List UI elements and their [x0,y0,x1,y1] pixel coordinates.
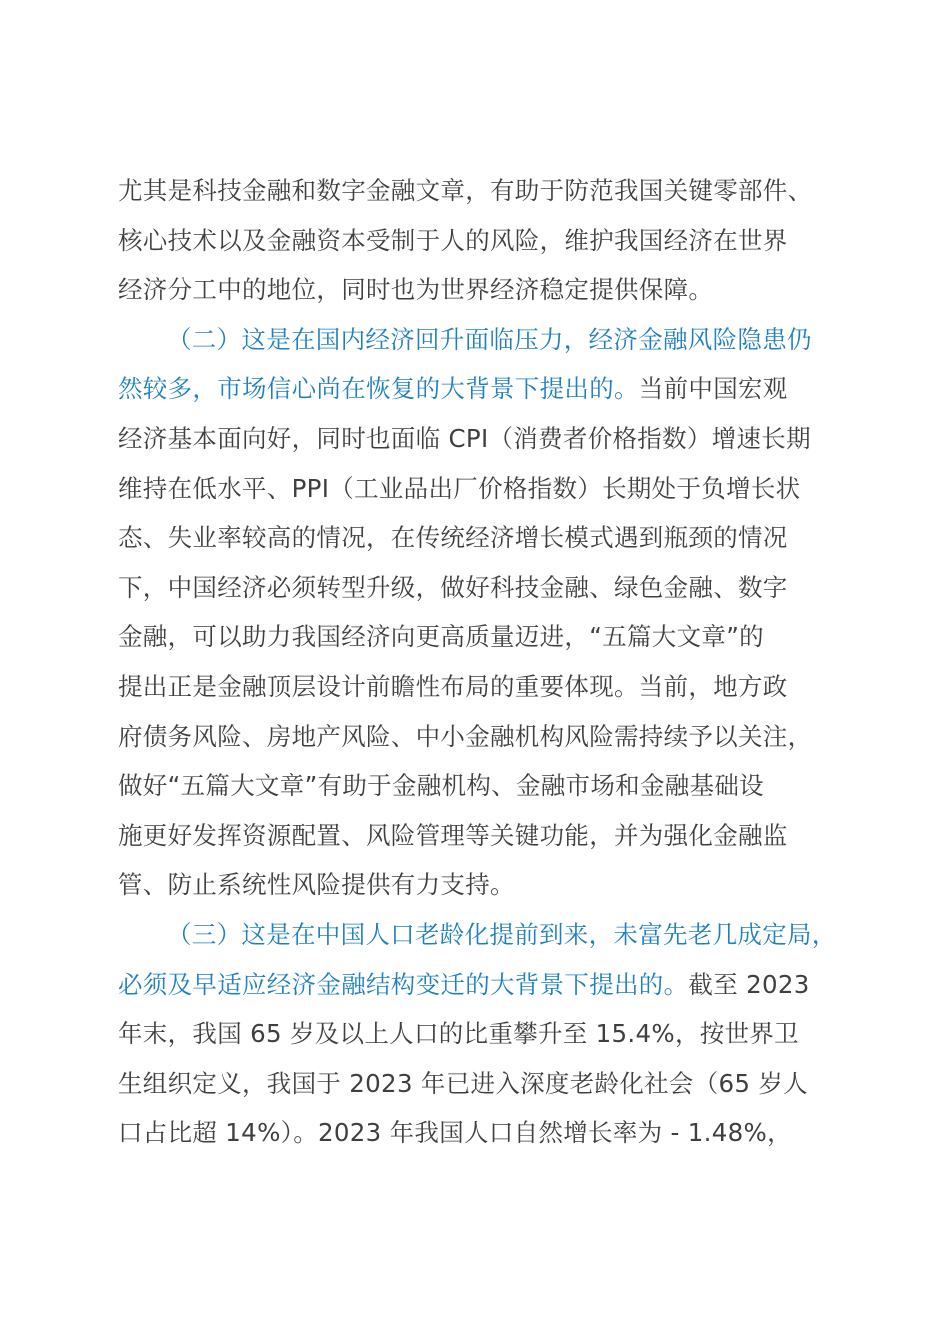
section-3-heading-cont: 必须及早适应经济金融结构变迁的大背景下提出的。 [118,969,689,999]
paragraph-2-line: 提出正是金融顶层设计前瞻性布局的重要体现。当前，地方政 [118,671,788,701]
section-2-heading: （二）这是在国内经济回升面临压力，经济金融风险隐患仍 [167,324,812,354]
paragraph-1-line: 经济分工中的地位，同时也为世界经济稳定提供保障。 [118,275,714,305]
paragraph-2-line: 施更好发挥资源配置、风险管理等关键功能，并为强化金融监 [118,820,788,850]
paragraph-3-line: 口占比超 14%）。2023 年我国人口自然增长率为 - 1.48%， [118,1118,792,1148]
paragraph-2-line: 金融，可以助力我国经济向更高质量迈进，“五篇大文章”的 [118,622,764,652]
section-2-heading-cont: 然较多，市场信心尚在恢复的大背景下提出的。 [118,374,639,404]
paragraph-2-line [118,364,838,414]
paragraph-2-line: 维持在低水平、PPI（工业品出厂价格指数）长期处于负增长状 [118,473,801,503]
paragraph-2-text: 当前中国宏观 [638,374,788,404]
paragraph-1-line: 尤其是科技金融和数字金融文章，有助于防范我国关键零部件、 [118,176,813,205]
paragraph-1-line: 核心技术以及金融资本受制于人的风险，维护我国经济在世界 [118,225,788,255]
section-3-heading-line [118,910,838,960]
paragraph-2-line: 经济基本面向好，同时也面临 CPI（消费者价格指数）增速长期 [118,423,811,453]
paragraph-2-line: 做好“五篇大文章”有助于金融机构、金融市场和金融基础设 [118,771,764,801]
paragraph-3-text: 截至 2023 [688,969,810,999]
paragraph-2-line: 管、防止系统性风险提供有力支持。 [118,870,515,900]
paragraph-2-line: 府债务风险、房地产风险、中小金融机构风险需持续予以关注， [118,721,813,751]
paragraph-2-line: 态、失业率较高的情况，在传统经济增长模式遇到瓶颈的情况 [118,523,788,553]
paragraph-3-line: 生组织定义，我国于 2023 年已进入深度老龄化社会（65 岁人 [118,1068,808,1098]
document-body [118,166,838,1158]
paragraph-3-line [118,960,838,1010]
section-3-heading: （三）这是在中国人口老龄化提前到来，未富先老几成定局， [167,919,837,949]
paragraph-3-line: 年末，我国 65 岁及以上人口的比重攀升至 15.4%，按世界卫 [118,1019,799,1049]
section-2-heading-line [118,315,838,365]
paragraph-2-line: 下，中国经济必须转型升级，做好科技金融、绿色金融、数字 [118,572,788,602]
